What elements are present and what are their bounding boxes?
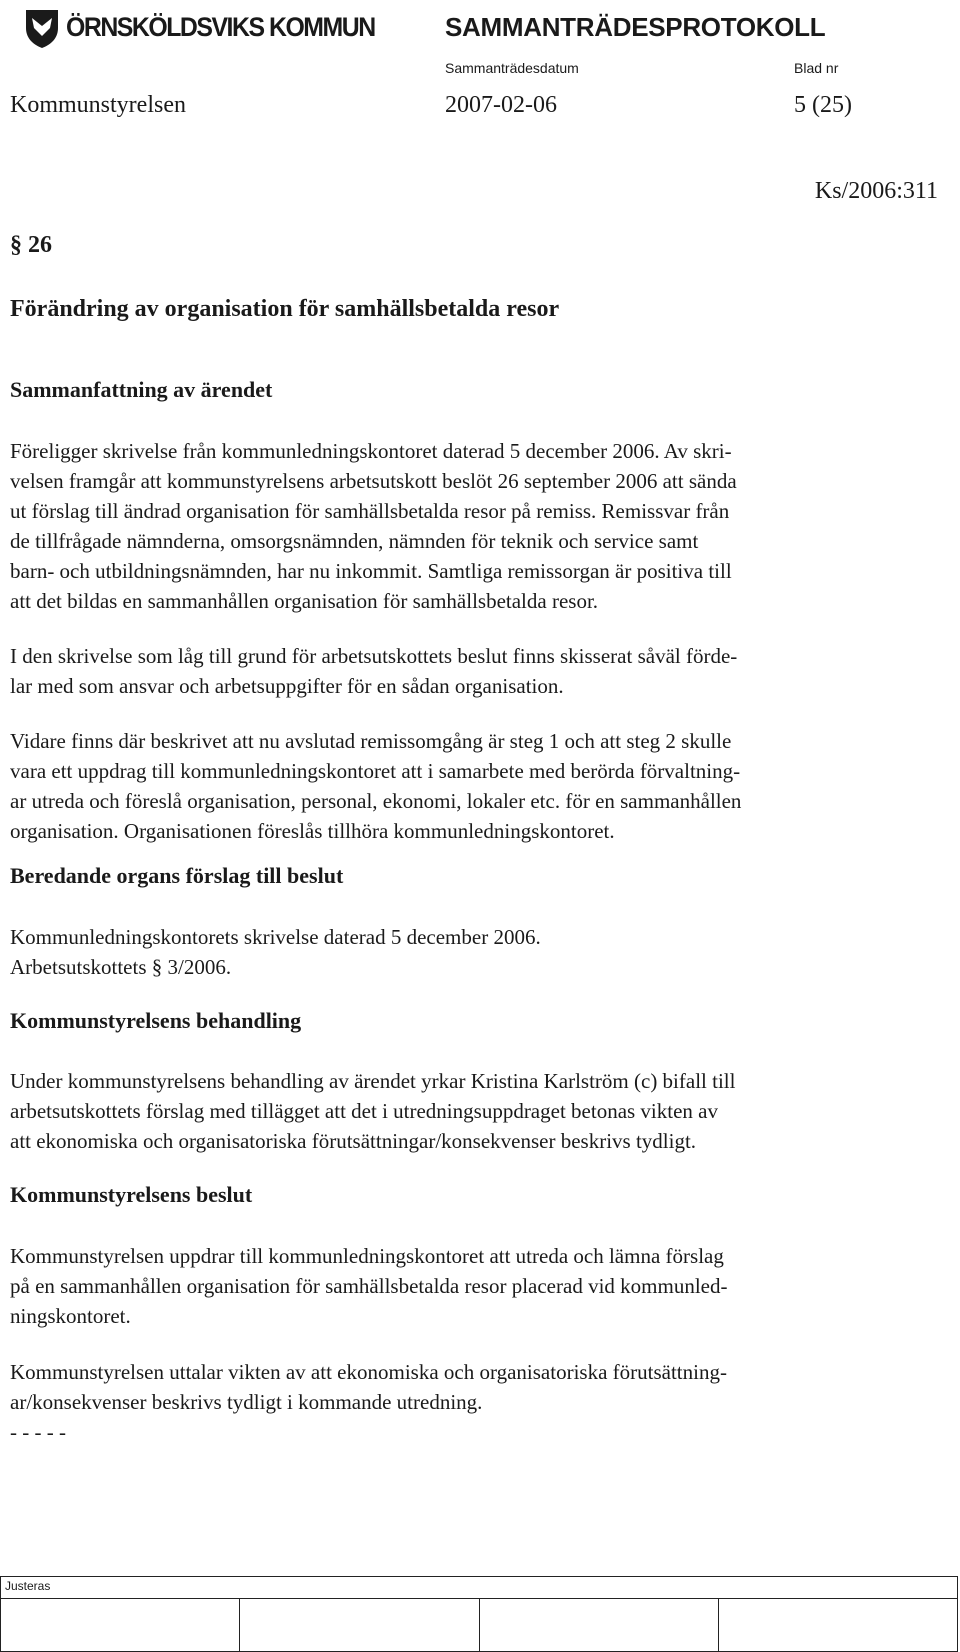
signature-cell[interactable] bbox=[240, 1599, 479, 1651]
page-number: 5 (25) bbox=[794, 92, 852, 118]
case-number: Ks/2006:311 bbox=[814, 178, 938, 204]
handling-paragraph: Under kommunstyrelsens behandling av ärendet yrkar Kristina Karlström (c) bifall till arbetsutskottets förslag med tillägget att det i utredningsuppdraget betonas vikten av att ekonomiska och organisatoriska förutsättningar/konsekvenser beskrivs tydligt. bbox=[10, 1069, 736, 1153]
signature-cell[interactable] bbox=[719, 1599, 957, 1651]
municipal-crest-icon bbox=[20, 6, 64, 50]
body-name: Kommunstyrelsen bbox=[10, 92, 186, 118]
meeting-date: 2007-02-06 bbox=[445, 92, 557, 118]
preparatory-paragraph: Kommunledningskontorets skrivelse daterad 5 december 2006. Arbetsutskottets § 3/2006. bbox=[10, 925, 541, 979]
paragraph-number: § 26 bbox=[10, 232, 52, 258]
document-type: SAMMANTRÄDESPROTOKOLL bbox=[445, 12, 826, 42]
summary-heading: Sammanfattning av ärendet bbox=[10, 377, 273, 402]
signature-cell[interactable] bbox=[480, 1599, 719, 1651]
summary-paragraph-3: Vidare finns där beskrivet att nu avslutad remissomgång är steg 1 och att steg 2 skulle vara ett uppdrag till kommunledningskontoret att i samarbete med berörda förvaltning- ar utreda och föreslå organisation, personal, ekonomi, lokaler etc. för en sammanhållen organisation. Organisationen föreslås tillhöra kommunledningskontoret. bbox=[10, 729, 742, 843]
signature-table bbox=[0, 1576, 958, 1652]
meeting-date-label: Sammanträdesdatum bbox=[445, 60, 579, 76]
signature-cell[interactable] bbox=[1, 1599, 240, 1651]
page-title: Förändring av organisation för samhällsbetalda resor bbox=[10, 296, 560, 322]
decision-heading: Kommunstyrelsens beslut bbox=[10, 1182, 253, 1207]
preparatory-heading: Beredande organs förslag till beslut bbox=[10, 863, 344, 888]
signature-label: Justeras bbox=[5, 1579, 51, 1593]
decision-paragraph-2: Kommunstyrelsen uttalar vikten av att ekonomiska och organisatoriska förutsättning- ar/konsekvenser beskrivs tydligt i kommande utredning. - - - - - bbox=[10, 1360, 727, 1444]
decision-paragraph-1: Kommunstyrelsen uppdrar till kommunledningskontoret att utreda och lämna förslag på en sammanhållen organisation för samhällsbetalda resor placerad vid kommunled- ningskontoret. bbox=[10, 1244, 728, 1328]
organization-name: ÖRNSKÖLDSVIKS KOMMUN bbox=[66, 12, 375, 42]
summary-paragraph-1: Föreligger skrivelse från kommunledningskontoret daterad 5 december 2006. Av skri- velsen framgår att kommunstyrelsens arbetsutskott beslöt 26 september 2006 att sända ut förslag till ändrad organisation för samhällsbetalda resor på remiss. Remissvar från de tillfrågade nämnderna, omsorgsnämnden, nämnden för teknik och service samt barn- och utbildningsnämnden, har nu inkommit. Samtliga remissorgan är positiva till att det bildas en sammanhållen organisation för samhällsbetalda resor. bbox=[10, 439, 737, 613]
handling-heading: Kommunstyrelsens behandling bbox=[10, 1008, 302, 1033]
page-number-label: Blad nr bbox=[794, 60, 839, 76]
summary-paragraph-2: I den skrivelse som låg till grund för arbetsutskottets beslut finns skisserat såväl förde- lar med som ansvar och arbetsuppgifter för en sådan organisation. bbox=[10, 644, 738, 698]
signature-row bbox=[1, 1598, 957, 1651]
